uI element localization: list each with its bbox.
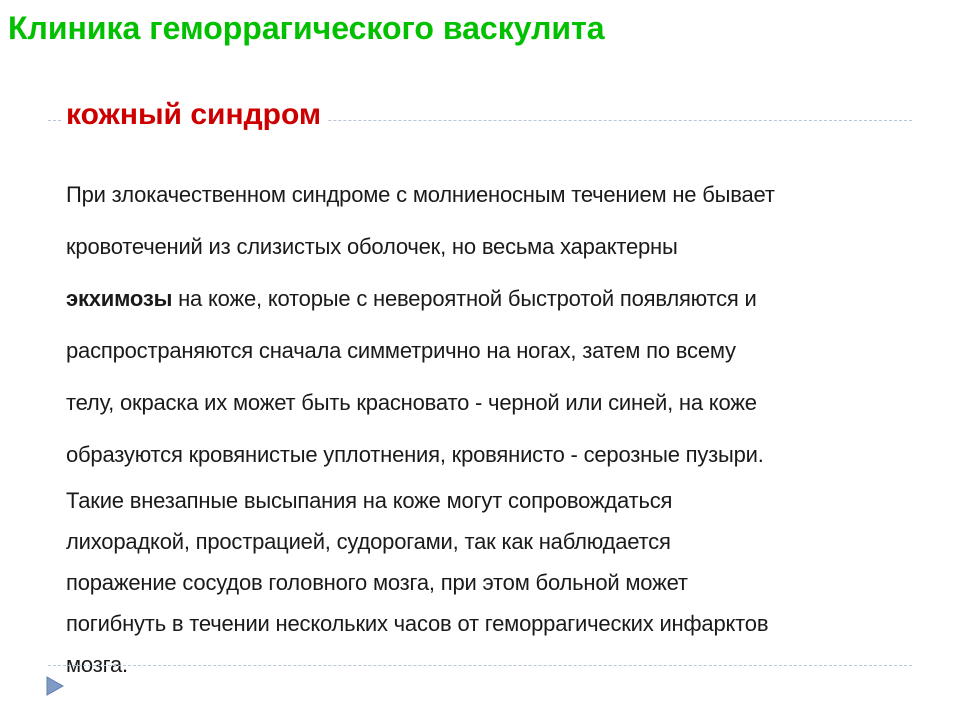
- highlighted-term: экхимозы: [66, 286, 173, 311]
- paragraph-line: кровотечений из слизистых оболочек, но весьма характерны: [66, 234, 678, 259]
- paragraph-line: телу, окраска их может быть красновато - черной или синей, на коже: [66, 390, 757, 415]
- paragraph-line: лихорадкой, прострацией, судорогами, так как наблюдается: [66, 529, 671, 554]
- paragraph-line: распространяются сначала симметрично на ногах, затем по всему: [66, 338, 736, 363]
- bottom-divider: [48, 665, 912, 666]
- paragraph-line: [66, 273, 946, 325]
- paragraph-line: мозга.: [66, 652, 128, 677]
- paragraph-line-rest: на коже, которые с невероятной быстротой появляются и: [172, 286, 757, 311]
- paragraph-line: Такие внезапные высыпания на коже могут сопровождаться: [66, 488, 673, 513]
- slide-title: Клиника геморрагического васкулита: [8, 10, 605, 46]
- paragraph-line: поражение сосудов головного мозга, при этом больной может: [66, 570, 688, 595]
- triangle-right-icon[interactable]: [46, 676, 64, 696]
- paragraph-line: погибнуть в течении нескольких часов от геморрагических инфарктов: [66, 611, 769, 636]
- paragraph-line: При злокачественном синдроме с молниеносным течением не бывает: [66, 182, 775, 207]
- section-subtitle: кожный синдром: [62, 96, 327, 134]
- body-paragraph-1: [66, 169, 946, 481]
- paragraph-line: образуются кровянистые уплотнения, кровянисто - серозные пузыри.: [66, 442, 764, 467]
- body-paragraph-2: [66, 480, 946, 685]
